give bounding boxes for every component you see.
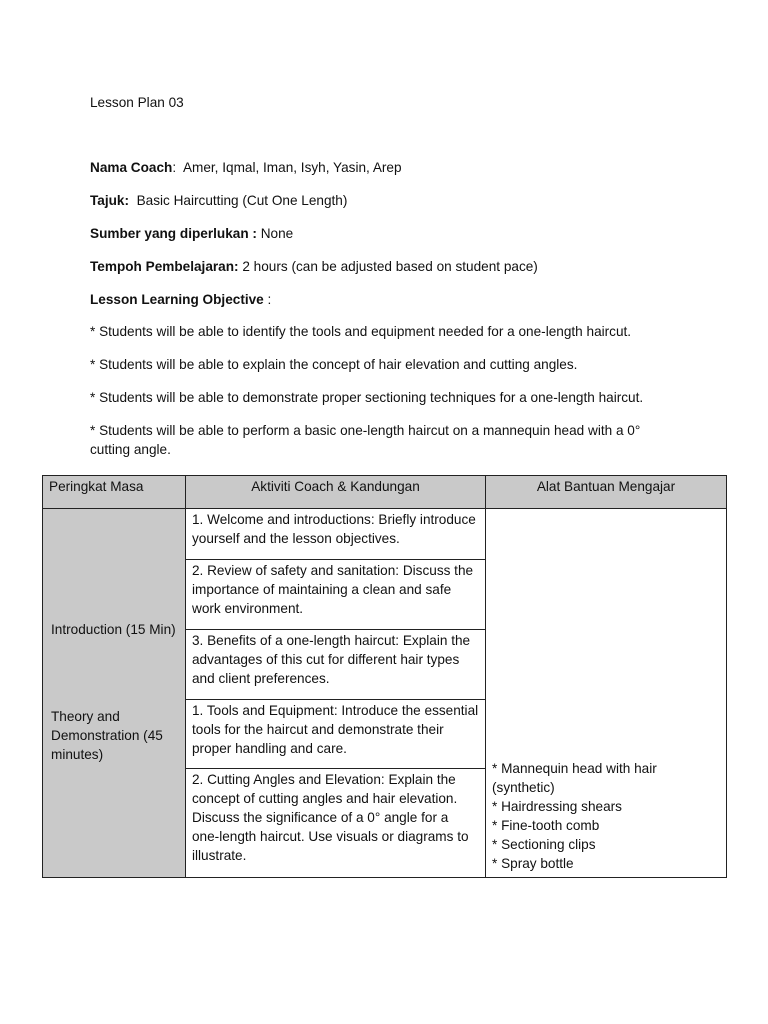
document-title: Lesson Plan 03 xyxy=(90,95,184,110)
field-label: Sumber yang diperlukan : xyxy=(90,226,257,241)
phase-theory-demonstration: Theory and Demonstration (45 minutes) xyxy=(51,709,163,762)
field-label: Nama Coach xyxy=(90,160,173,175)
activity-cell: 2. Review of safety and sanitation: Discuss the importance of maintaining a clean and safe work environment. xyxy=(186,560,486,630)
teaching-aid-item: * Fine-tooth comb xyxy=(492,818,600,833)
objective-item: * Students will be able to explain the concept of hair elevation and cutting angles. xyxy=(90,357,578,372)
activity-cell: 2. Cutting Angles and Elevation: Explain the concept of cutting angles and hair elevation. Discuss the significance of a 0° angle for a one-length haircut. Use visuals or diagrams to illustrate. xyxy=(186,769,486,878)
activity-cell: 1. Welcome and introductions: Briefly introduce yourself and the lesson objectives. xyxy=(186,509,486,560)
header-alat-bantuan: Alat Bantuan Mengajar xyxy=(486,476,727,509)
field-label: Lesson Learning Objective xyxy=(90,292,264,307)
field-value: 2 hours (can be adjusted based on student pace) xyxy=(242,259,538,274)
teaching-aids-cell xyxy=(486,509,727,878)
phase-introduction: Introduction (15 Min) xyxy=(51,622,176,637)
field-sumber xyxy=(90,224,293,243)
field-value: None xyxy=(260,226,294,241)
teaching-aid-item: * Sectioning clips xyxy=(492,837,596,852)
teaching-aid-item: * Mannequin head with hair (synthetic) xyxy=(492,761,657,795)
header-peringkat-masa: Peringkat Masa xyxy=(43,476,186,509)
field-label: Tempoh Pembelajaran: xyxy=(90,259,239,274)
field-sep xyxy=(129,193,137,208)
field-objective-heading xyxy=(90,290,271,309)
lesson-plan-table xyxy=(42,475,727,878)
teaching-aid-item: * Hairdressing shears xyxy=(492,799,622,814)
header-aktiviti: Aktiviti Coach & Kandungan xyxy=(186,476,486,509)
field-tajuk xyxy=(90,191,347,210)
field-value: Amer, Iqmal, Iman, Isyh, Yasin, Arep xyxy=(182,160,402,175)
field-tempoh xyxy=(90,257,538,276)
teaching-aid-item: * Spray bottle xyxy=(492,856,574,871)
phase-column xyxy=(43,509,186,878)
objective-item: * Students will be able to demonstrate proper sectioning techniques for a one-length haircut. xyxy=(90,390,644,405)
activity-cell: 3. Benefits of a one-length haircut: Explain the advantages of this cut for different hair types and client preferences. xyxy=(186,630,486,700)
field-nama-coach xyxy=(90,158,402,177)
field-sep: : xyxy=(263,292,272,307)
objective-item: * Students will be able to perform a basic one-length haircut on a mannequin head with a 0° cutting angle. xyxy=(90,423,641,457)
objective-item: * Students will be able to identify the tools and equipment needed for a one-length haircut. xyxy=(90,324,632,339)
field-label: Tajuk: xyxy=(90,193,130,208)
field-sep: : xyxy=(172,160,183,175)
activity-cell: 1. Tools and Equipment: Introduce the essential tools for the haircut and demonstrate their proper handling and care. xyxy=(186,700,486,769)
field-value: Basic Haircutting (Cut One Length) xyxy=(136,193,348,208)
